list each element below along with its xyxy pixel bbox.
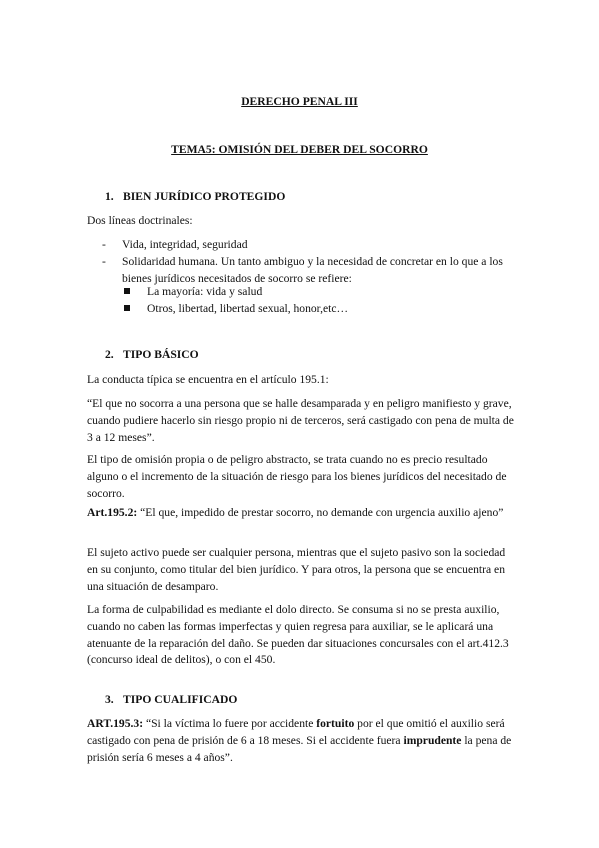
section-2-p1: [87, 372, 519, 389]
paragraph: La forma de culpabilidad es mediante el dolo directo. Se consuma si no se presta auxilio, cuando no caben las formas imperfectas y quien regresa para auxiliar, se le aplicará una atenuante de la reparación del daño. Se pueden dar situaciones concursales con el art.412.3 (concurso ideal de delitos), o con el 450.: [87, 603, 509, 667]
paragraph: El tipo de omisión propia o de peligro abstracto, se trata cuando no es precio resultado alguno o el incremento de la situación de riesgo para los bienes jurídicos del necesitado de socorro.: [87, 453, 507, 500]
bold-term: imprudente: [403, 733, 462, 747]
section-1-dash-list: [87, 237, 519, 287]
section-2-heading: [87, 347, 519, 364]
section-number: 2.: [105, 348, 114, 361]
section-1-heading: [87, 189, 519, 206]
paragraph: ART.195.3: “Si la víctima lo fuere por accidente fortuito por el que omitió el auxilio será castigado con pena de prisión de 6 a 18 meses. Si el accidente fuera imprudente la pena de prisión sería 6 meses a 4 años”.: [87, 717, 512, 764]
section-3-heading: [87, 692, 519, 709]
dash-marker: -: [102, 254, 106, 268]
section-2-p2: [87, 396, 519, 446]
article-label: ART.195.3:: [87, 717, 144, 730]
dash-marker: -: [102, 238, 106, 251]
section-3-p1: [87, 716, 519, 766]
article-label: Art.195.2:: [87, 506, 138, 519]
paragraph: Dos líneas doctrinales:: [87, 214, 193, 227]
section-number: 1.: [105, 190, 114, 203]
square-bullet-icon: [124, 305, 130, 311]
section-2-p4: [87, 505, 519, 522]
section-2-p6: [87, 602, 519, 669]
topic-title: TEMA5: OMISIÓN DEL DEBER DEL SOCORRO: [171, 143, 428, 156]
section-1-bullet-list: [122, 284, 519, 318]
section-heading-text: TIPO BÁSICO: [123, 348, 199, 361]
section-2-p3: [87, 452, 519, 502]
section-number: 3.: [105, 693, 114, 706]
paragraph: La conducta típica se encuentra en el artículo 195.1:: [87, 373, 329, 386]
square-bullet-icon: [124, 288, 130, 294]
paragraph: Art.195.2: “El que, impedido de prestar socorro, no demande con urgencia auxilio ajeno”: [87, 506, 504, 519]
section-2-p5: [87, 545, 519, 595]
paragraph: El sujeto activo puede ser cualquier persona, mientras que el sujeto pasivo son la sociedad en su conjunto, como titular del bien jurídico. Y para otros, la persona que se encuentra en una situación de desamparo.: [87, 546, 506, 593]
list-item: - Vida, integridad, seguridad: [87, 237, 519, 254]
section-heading-text: TIPO CUALIFICADO: [123, 693, 238, 706]
quote-paragraph: “El que no socorra a una persona que se halle desamparada y en peligro manifiesto y grave, cuando pudiere hacerlo sin riesgo propio ni de terceros, será castigado con pena de multa de 3 a 12 meses”.: [87, 397, 514, 444]
list-item: Otros, libertad, libertad sexual, honor,etc…: [122, 301, 519, 318]
section-1-intro: [87, 213, 519, 230]
document-title: DERECHO PENAL III: [241, 95, 358, 108]
list-item: - Solidaridad humana. Un tanto ambiguo y la necesidad de concretar en lo que a los bienes jurídicos necesitados de socorro se refiere:: [102, 254, 503, 285]
list-item: La mayoría: vida y salud: [122, 284, 519, 301]
bold-term: fortuito: [316, 717, 355, 730]
section-heading-text: BIEN JURÍDICO PROTEGIDO: [123, 190, 286, 203]
